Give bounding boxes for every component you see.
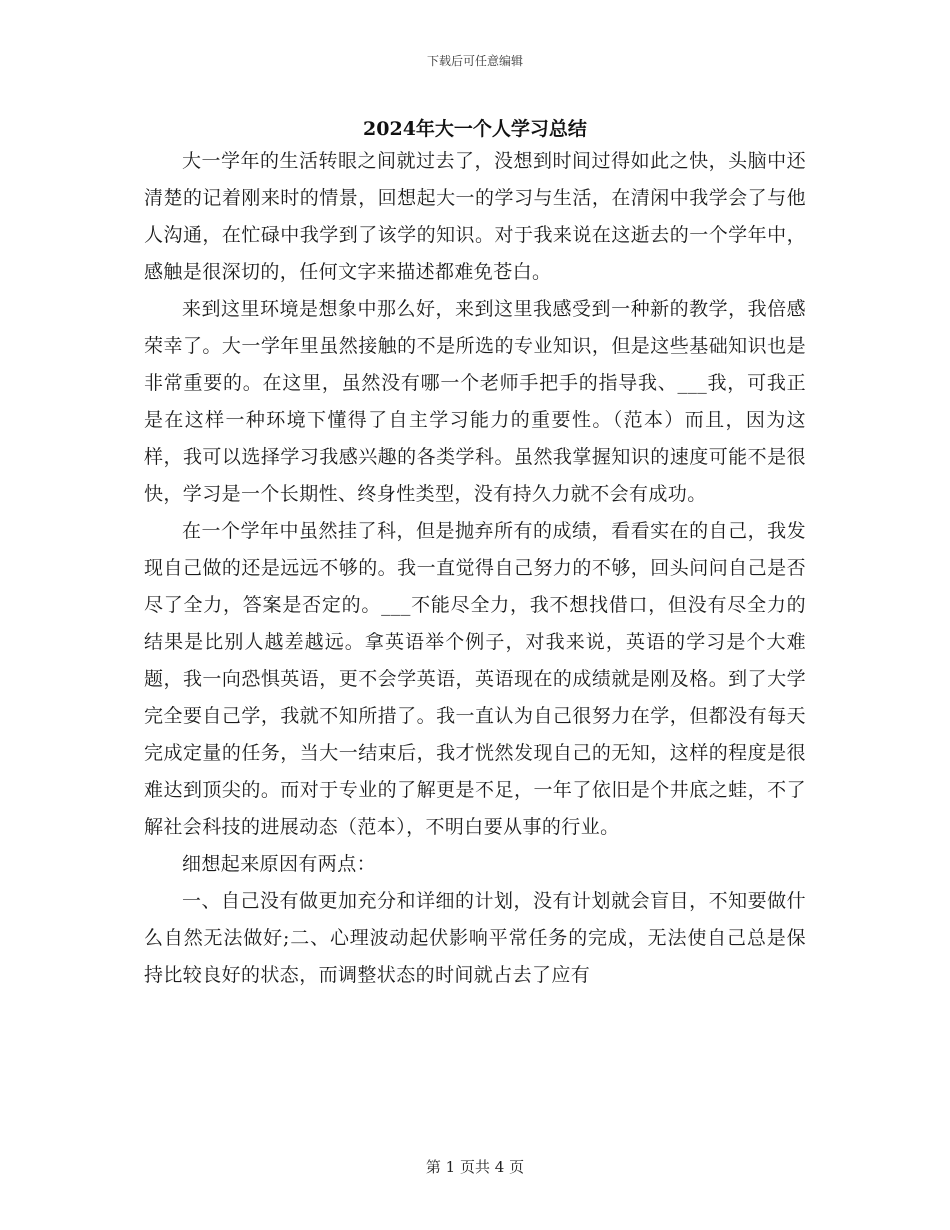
- paragraph: 一、自己没有做更加充分和详细的计划，没有计划就会盲目，不知要做什么自然无法做好;二、心理波动起伏影响平常任务的完成，无法使自己总是保持比较良好的状态，而调整状态的时间就占去了应有: [144, 890, 806, 986]
- paragraph: 细想起来原因有两点：: [182, 853, 377, 875]
- document-title: 2024年大一个人学习总结: [363, 118, 587, 140]
- page-number: 第 1 页共 4 页: [425, 1158, 525, 1176]
- header-note: 下载后可任意编辑: [426, 54, 523, 68]
- document-body: [144, 143, 806, 994]
- paragraph: 在一个学年中虽然挂了科，但是抛弃所有的成绩，看看实在的自己，我发现自己做的还是远远不够的。我一直觉得自己努力的不够，回头问问自己是否尽了全力，答案是否定的。___不能尽全力，我不想找借口，但没有尽全力的结果是比别人越差越远。拿英语举个例子，对我来说，英语的学习是个大难题，我一向恐惧英语，更不会学英语，英语现在的成绩就是刚及格。到了大学完全要自己学，我就不知所措了。我一直认为自己很努力在学，但都没有每天完成定量的任务，当大一结束后，我才恍然发现自己的无知，这样的程度是很难达到顶尖的。而对于专业的了解更是不足，一年了依旧是个井底之蛙，不了解社会科技的进展动态（范本），不明白要从事的行业。: [144, 520, 806, 838]
- paragraph: 大一学年的生活转眼之间就过去了，没想到时间过得如此之快，头脑中还清楚的记着刚来时的情景，回想起大一的学习与生活，在清闲中我学会了与他人沟通，在忙碌中我学到了该学的知识。对于我来说在这逝去的一个学年中，感触是很深切的，任何文字来描述都难免苍白。: [144, 150, 806, 283]
- paragraph: 来到这里环境是想象中那么好，来到这里我感受到一种新的教学，我倍感荣幸了。大一学年里虽然接触的不是所选的专业知识，但是这些基础知识也是非常重要的。在这里，虽然没有哪一个老师手把手的指导我、___我，可我正是在这样一种环境下懂得了自主学习能力的重要性。（范本）而且，因为这样，我可以选择学习我感兴趣的各类学科。虽然我掌握知识的速度可能不是很快，学习是一个长期性、终身性类型，没有持久力就不会有成功。: [144, 298, 806, 505]
